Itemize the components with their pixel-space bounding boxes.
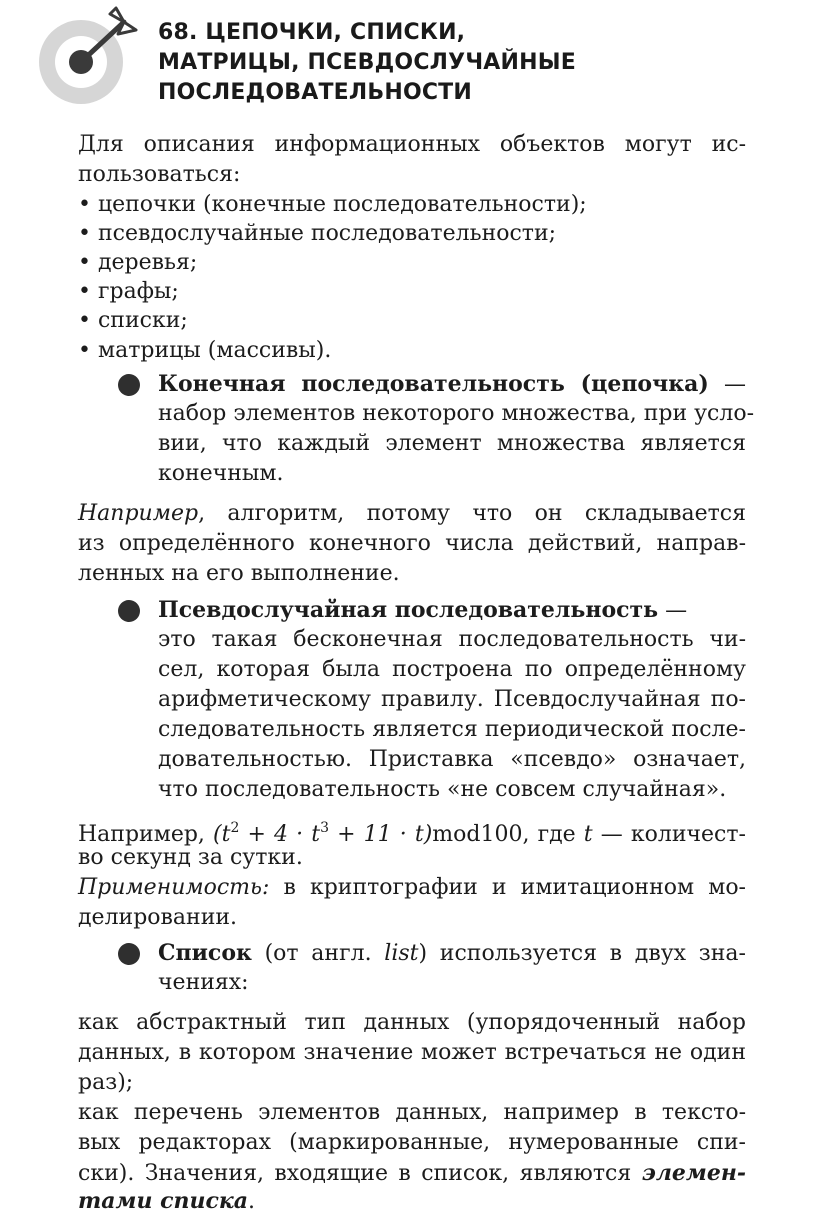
definition-text-line: арифметическому правилу. Псевдослучайная по- bbox=[158, 687, 746, 712]
meaning-term: тами списка bbox=[78, 1188, 249, 1214]
definition-text-line: это такая бесконечная последовательность чи- bbox=[158, 627, 746, 652]
meaning-line: как перечень элементов данных, например в тексто- bbox=[78, 1100, 746, 1125]
example-line: из определённого конечного числа действий, направ- bbox=[78, 531, 746, 556]
definition-dash: — bbox=[658, 598, 688, 623]
example-lead: Например bbox=[78, 501, 199, 526]
definition-bullet bbox=[118, 943, 140, 965]
example-line bbox=[78, 499, 746, 529]
definition-bullet bbox=[118, 374, 140, 396]
meaning-term: элемен- bbox=[641, 1160, 746, 1186]
applicability-line bbox=[78, 873, 746, 903]
list-item: • деревья; bbox=[78, 250, 198, 275]
example-text: где bbox=[529, 822, 584, 847]
meaning-text: ски). Значения, входящие в список, являются bbox=[78, 1161, 642, 1186]
formula-exponent: 3 bbox=[320, 820, 330, 836]
section-title bbox=[158, 18, 778, 108]
formula-part: + 11 · t) bbox=[329, 822, 433, 847]
definition-text-line: чениях: bbox=[158, 970, 249, 995]
meaning-line: вых редакторах (маркированные, нумерованные спи- bbox=[78, 1130, 746, 1155]
applicability-lead: Применимость: bbox=[78, 875, 270, 900]
applicability-line: делировании. bbox=[78, 905, 238, 930]
definition-english-term: list bbox=[384, 941, 419, 966]
list-item: • псевдослучайные последовательности; bbox=[78, 221, 557, 246]
definition-text-line: что последовательность «не совсем случайная». bbox=[158, 777, 727, 802]
definition-text-line: сел, которая была построена по определённому bbox=[158, 657, 746, 682]
example-line: во секунд за сутки. bbox=[78, 845, 303, 870]
example-lead: Например, bbox=[78, 822, 205, 847]
meaning-line: как абстрактный тип данных (упорядоченный набор bbox=[78, 1010, 746, 1035]
formula-mod: mod100, bbox=[432, 822, 530, 847]
formula-variable: t bbox=[583, 822, 593, 847]
formula-part: (t bbox=[213, 822, 231, 847]
definition-term: Список bbox=[158, 940, 252, 966]
definition-text-line: следовательность является периодической после- bbox=[158, 717, 746, 742]
meaning-line bbox=[78, 1186, 255, 1217]
definition-term: Псевдослучайная последовательность bbox=[158, 597, 659, 623]
definition-bullet bbox=[118, 600, 140, 622]
definition-text-line: вии, что каждый элемент множества является bbox=[158, 431, 746, 456]
formula-part: + 4 · t bbox=[239, 822, 321, 847]
meaning-line bbox=[78, 1158, 746, 1189]
definition-text: (от англ. bbox=[251, 941, 385, 966]
example-text: — количест- bbox=[592, 822, 746, 847]
intro-text-line: Для описания информационных объектов могут ис- bbox=[78, 132, 746, 157]
definition-term: Конечная последовательность (цепочка) bbox=[158, 371, 709, 397]
meaning-line: данных, в котором значение может встречаться не один bbox=[78, 1040, 746, 1065]
list-item: • матрицы (массивы). bbox=[78, 338, 332, 363]
section-title-line: ПОСЛЕДОВАТЕЛЬНОСТИ bbox=[158, 80, 473, 105]
meaning-line: раз); bbox=[78, 1070, 134, 1095]
section-title-line: МАТРИЦЫ, ПСЕВДОСЛУЧАЙНЫЕ bbox=[158, 50, 576, 75]
definition-heading bbox=[158, 369, 746, 400]
list-item: • графы; bbox=[78, 279, 179, 304]
definition-text: ) используется в двух зна- bbox=[418, 941, 746, 966]
target-arrow-icon bbox=[38, 4, 138, 104]
definition-text-line: довательностью. Приставка «псевдо» означает, bbox=[158, 747, 746, 772]
section-title-line: 68. ЦЕПОЧКИ, СПИСКИ, bbox=[158, 20, 466, 45]
definition-text-line: конечным. bbox=[158, 461, 284, 486]
definition-heading bbox=[158, 595, 687, 626]
intro-text-line: пользоваться: bbox=[78, 162, 241, 187]
formula-exponent: 2 bbox=[230, 820, 240, 836]
example-text: , алгоритм, потому что он складывается bbox=[198, 501, 746, 526]
list-item: • цепочки (конечные последовательности); bbox=[78, 192, 587, 217]
applicability-text: в криптографии и имитационном мо- bbox=[269, 875, 746, 900]
example-line: ленных на его выполнение. bbox=[78, 561, 400, 586]
definition-text-line: набор элементов некоторого множества, при усло- bbox=[158, 401, 755, 426]
meaning-text: . bbox=[248, 1189, 256, 1214]
definition-heading bbox=[158, 938, 746, 969]
definition-dash: — bbox=[708, 372, 746, 397]
list-item: • списки; bbox=[78, 308, 188, 333]
